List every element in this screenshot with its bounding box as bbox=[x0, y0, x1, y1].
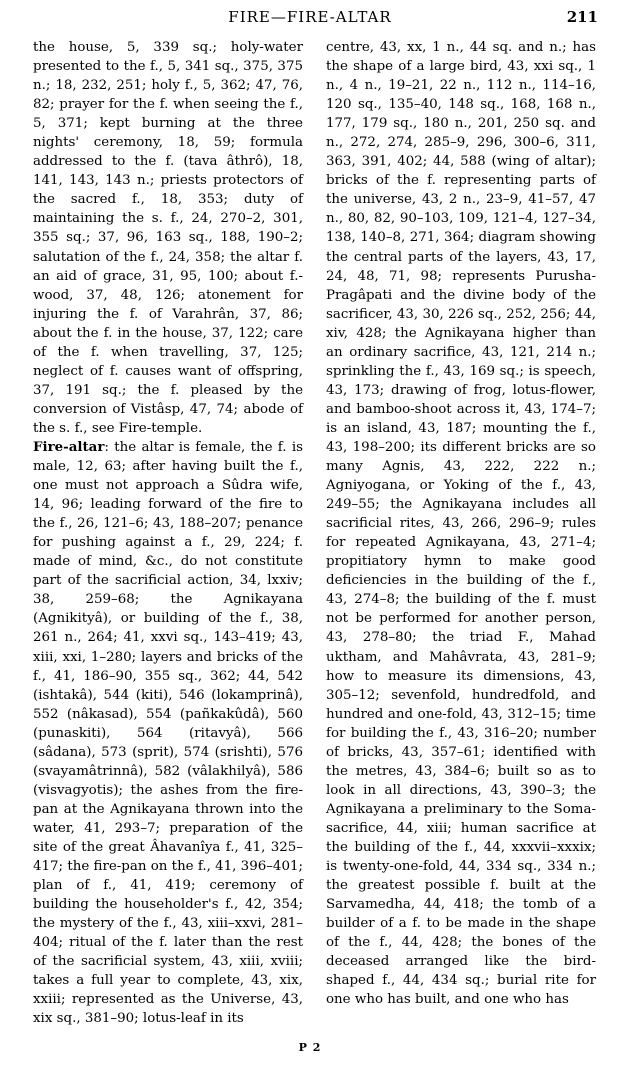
fire-altar-entry bbox=[33, 438, 303, 1028]
entry-text: : the altar is female, the f. is male, 12, 63; after having built the f., one must not approach a Sûdra wife, 14, 96; leading forward of the fire to the f., 26, 121–6; 43, 188–207; penance for pushing against a f., 29, 224; f. made of mind, &c., do not constitute part of the sacrificial action, 34, lxxiv; 38, 259–68; the Agnikayana (Agnikityâ), or building of the f., 38, 261 n., 264; 41, xxvi sq., 143–419; 43, xiii, xxi, 1–280; layers and bricks of the f., 41, 186–90, 355 sq., 362; 44, 542 (ishtakâ), 544 (kiti), 546 (lokamprinâ), 552 (nâkasad), 554 (pañkakûdâ), 560 (punaskiti), 564 (ritavyâ), 566 (sâdana), 573 (sprit), 574 (srishti), 576 (svayamâtrinnâ), 582 (vâlakhilyâ), 586 (visvagyotis); the ashes from the fire-pan at the Agnikayana thrown into the water, 41, 293–7; preparation of the site of the great Âhavanîya f., 41, 325–417; the fire-pan on the f., 41, 396–401; plan of f., 41, 419; ceremony of building the householder's f., 42, 354; the mystery of the f., 43, xiii–xxvi, 281–404; ritual of the f. later than the rest of the sacrificial system, 43, xiii, xviii; takes a full year to complete, 43, xix, xxiii; represented as the Universe, 43, xix sq., 381–90; lotus-leaf in its bbox=[33, 439, 303, 1027]
page-header bbox=[0, 6, 620, 28]
running-title: FIRE—FIRE-ALTAR bbox=[228, 8, 392, 26]
page-number: 211 bbox=[566, 8, 598, 26]
signature-mark: P 2 bbox=[298, 1041, 322, 1054]
continuation-paragraph: centre, 43, xx, 1 n., 44 sq. and n.; has the shape of a large bird, 43, xxi sq., 1 n., 4 n., 19–21, 22 n., 112 n., 114–16, 120 sq., 135–40, 148 sq., 168, 168 n., 177, 179 sq., 180 n., 201, 250 sq. and n., 272, 274, 285–9, 296, 300–6, 311, 363, 391, 402; 44, 588 (wing of altar); bricks of the f. representing parts of the universe, 43, 2 n., 23–9, 41–57, 47 n., 80, 82, 90–103, 109, 121–4, 127–34, 138, 140–8, 271, 364; diagram showing the central parts of the layers, 43, 17, 24, 48, 71, 98; represents Purusha-Pragâpati and the divine body of the sacrificer, 43, 30, 226 sq., 252, 256; 44, xiv, 428; the Agnikayana higher than an ordinary sacrifice, 43, 121, 214 n.; sprinkling the f., 43, 169 sq.; is speech, 43, 173; drawing of frog, lotus-flower, and bamboo-shoot across it, 43, 174–7; is an island, 43, 187; mounting the f., 43, 198–200; its different bricks are so many Agnis, 43, 222, 222 n.; Agniyogana, or Yoking of the f., 43, 249–55; the Agnikayana includes all sacrificial rites, 43, 266, 296–9; rules for repeated Agnikayana, 43, 271–4; propitiatory hymn to make good deficiencies in the building of the f., 43, 274–8; the building of the f. must not be performed for another person, 43, 278–80; the triad F., Mahad uktham, and Mahâvrata, 43, 281–9; how to measure its dimensions, 43, 305–12; sevenfold, hundredfold, and hundred and one-fold, 43, 312–15; time for building the f., 43, 316–20; number of bricks, 43, 357–61; identified with the metres, 43, 384–6; built so as to look in all directions, 43, 390–3; the Agnikayana a preliminary to the Soma-sacrifice, 44, xiii; human sacrifice at the building of the f., 44, xxxvii–xxxix; is twenty-one-fold, 44, 334 sq., 334 n.; the greatest possible f. built at the Sarvamedha, 44, 418; the tomb of a builder of a f. to be made in the shape of the f., 44, 428; the bones of the deceased arranged like the bird-shaped f., 44, 434 sq.; burial rite for one who has built, and one who has bbox=[326, 40, 596, 1008]
continuation-paragraph: the house, 5, 339 sq.; holy-water presented to the f., 5, 341 sq., 375, 375 n.; 18, 232, 251; holy f., 5, 362; 47, 76, 82; prayer for the f. when seeing the f., 5, 371; kept burning at the three nights' ceremony, 18, 59; formula addressed to the f. (tava âthrô), 18, 141, 143, 143 n.; priests protectors of the sacred f., 18, 353; duty of maintaining the s. f., 24, 270–2, 301, 355 sq.; 37, 96, 163 sq., 188, 190–2; salutation of the f., 24, 358; the altar f. an aid of grace, 31, 95, 100; about f.-wood, 37, 48, 126; atonement for injuring the f. of Varahrân, 37, 86; about the f. in the house, 37, 122; care of the f. when travelling, 37, 125; neglect of f. causes want of offspring, 37, 191 sq.; the f. pleased by the conversion of Vistâsp, 47, 74; abode of the s. f., see Fire-temple. bbox=[33, 40, 303, 436]
entry-headword: Fire-altar bbox=[33, 438, 105, 455]
left-column bbox=[33, 38, 303, 1028]
right-column bbox=[326, 38, 596, 1009]
